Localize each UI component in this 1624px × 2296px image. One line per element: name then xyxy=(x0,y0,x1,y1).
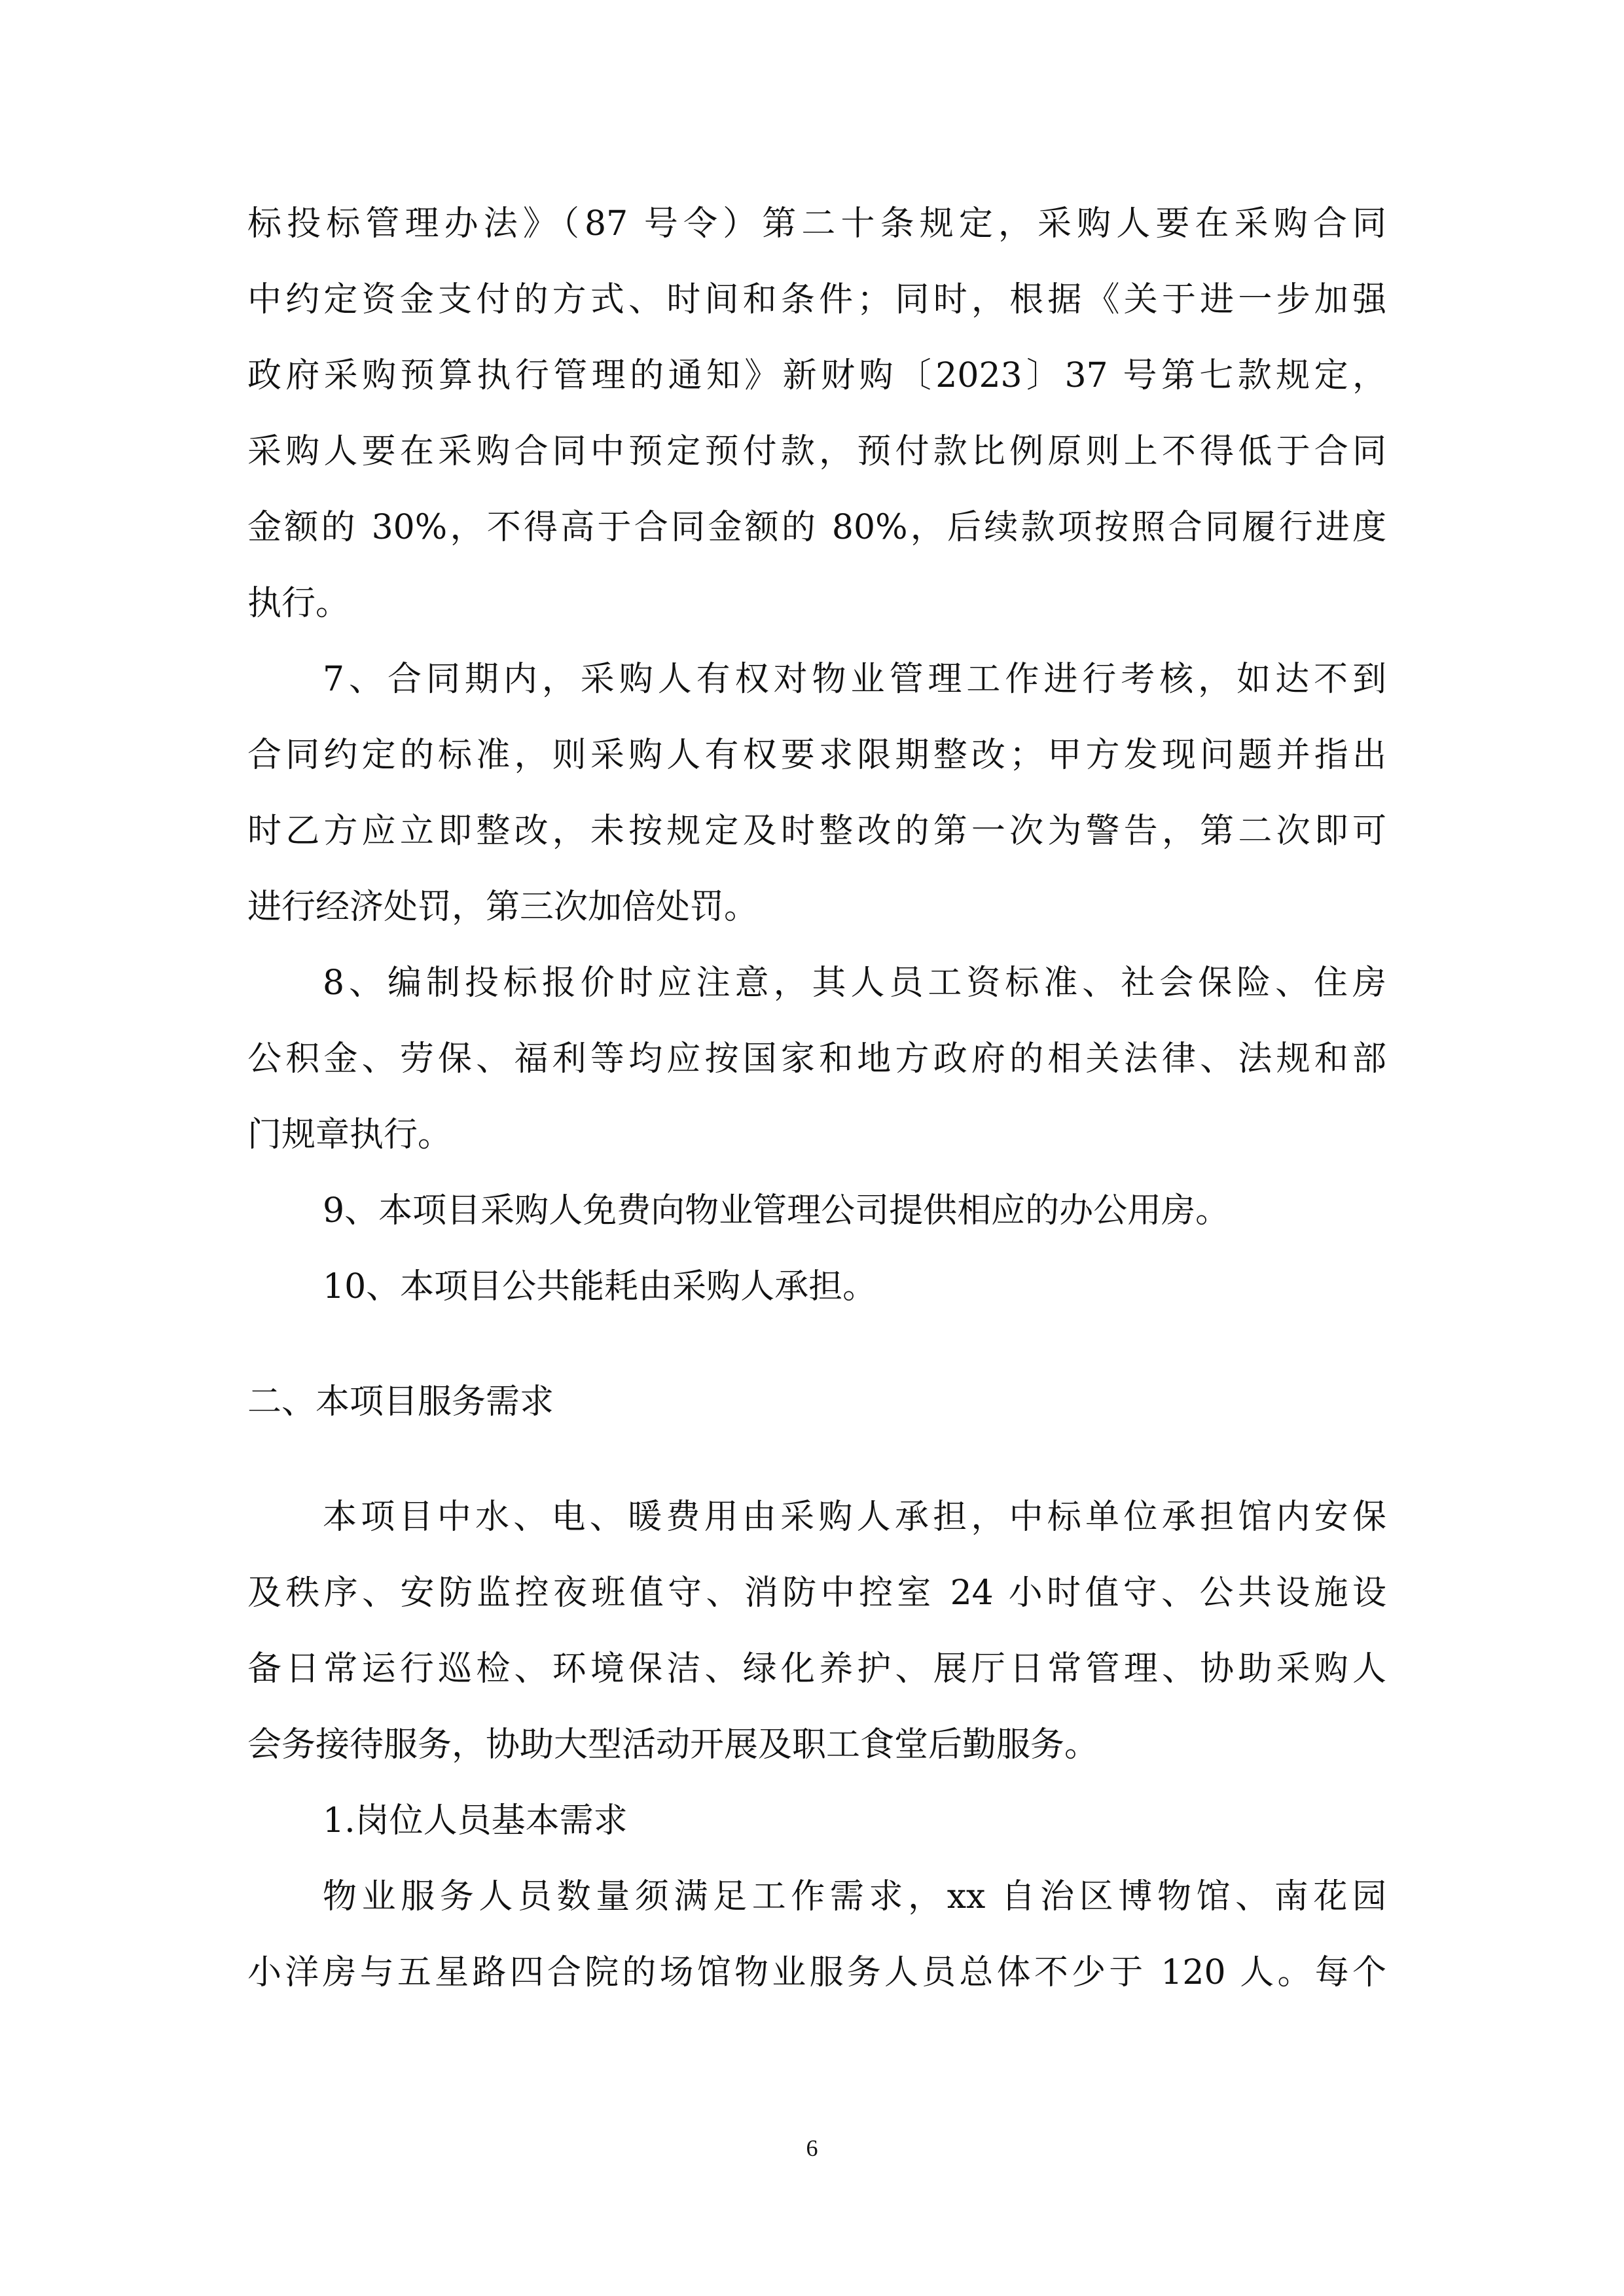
paragraph-line: 时乙方应立即整改，未按规定及时整改的第一次为警告，第二次即可 xyxy=(247,812,1386,851)
paragraph-line: 备日常运行巡检、环境保洁、绿化养护、展厅日常管理、协助采购人 xyxy=(247,1649,1386,1689)
paragraph-line: 公积金、劳保、福利等均应按国家和地方政府的相关法律、法规和部 xyxy=(247,1039,1386,1079)
paragraph-line: 政府采购预算执行管理的通知》新财购〔2023〕37 号第七款规定， xyxy=(247,356,1386,395)
paragraph-line: 会务接待服务，协助大型活动开展及职工食堂后勤服务。 xyxy=(247,1725,1099,1765)
paragraph-line: 执行。 xyxy=(247,584,350,623)
page-number: 6 xyxy=(806,2135,818,2161)
paragraph-line: 金额的 30%，不得高于合同金额的 80%，后续款项按照合同履行进度 xyxy=(247,508,1386,547)
paragraph-line: 7、合同期内，采购人有权对物业管理工作进行考核，如达不到 xyxy=(323,660,1386,699)
paragraph-line: 本项目中水、电、暖费用由采购人承担，中标单位承担馆内安保 xyxy=(323,1498,1386,1537)
paragraph-line: 采购人要在采购合同中预定预付款，预付款比例原则上不得低于合同 xyxy=(247,432,1386,471)
paragraph-line: 9、本项目采购人免费向物业管理公司提供相应的办公用房。 xyxy=(323,1191,1230,1230)
paragraph-line: 及秩序、安防监控夜班值守、消防中控室 24 小时值守、公共设施设 xyxy=(247,1573,1386,1613)
paragraph-line: 8、编制投标报价时应注意，其人员工资标准、社会保险、住房 xyxy=(323,963,1386,1003)
paragraph-line: 中约定资金支付的方式、时间和条件；同时，根据《关于进一步加强 xyxy=(247,280,1386,319)
paragraph-line: 进行经济处罚，第三次加倍处罚。 xyxy=(247,888,759,927)
subheading: 1.岗位人员基本需求 xyxy=(323,1801,628,1840)
paragraph-line: 物业服务人员数量须满足工作需求，xx 自治区博物馆、南花园 xyxy=(323,1877,1386,1916)
paragraph-line: 10、本项目公共能耗由采购人承担。 xyxy=(323,1267,877,1306)
section-heading: 二、本项目服务需求 xyxy=(247,1382,554,1422)
paragraph-line: 门规章执行。 xyxy=(247,1115,452,1155)
paragraph-line: 合同约定的标准，则采购人有权要求限期整改；甲方发现问题并指出 xyxy=(247,736,1386,775)
paragraph-line: 小洋房与五星路四合院的场馆物业服务人员总体不少于 120 人。每个 xyxy=(247,1953,1386,1992)
paragraph-line: 标投标管理办法》（87 号令）第二十条规定，采购人要在采购合同 xyxy=(247,204,1386,243)
